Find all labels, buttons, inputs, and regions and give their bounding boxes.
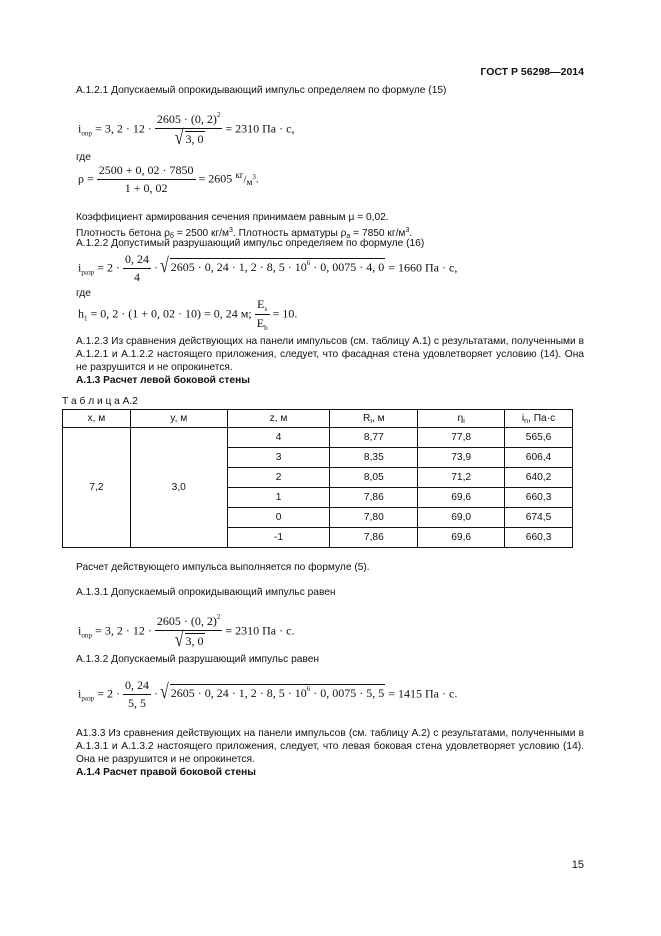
cell-x: 7,2 (63, 428, 131, 548)
cell-z: -1 (227, 528, 330, 548)
cell-z: 1 (227, 488, 330, 508)
table-a2 (62, 409, 573, 548)
formula-density: ρ = $\frac{2500 + 0, 02 \cdot 7850}{1 + 0, 02}$ = 2605 $^{кг}/_{м^3}$. (78, 163, 259, 195)
col-z-header: z, м (227, 410, 330, 428)
cell-eta: 69,0 (418, 508, 505, 528)
cell-r: 7,80 (330, 508, 418, 528)
where-label-2: где (76, 288, 91, 299)
cell-eta: 69,6 (418, 488, 505, 508)
col-eta-header: ηi (418, 410, 505, 428)
heading-a14: А.1.4 Расчет правой боковой стены (76, 767, 256, 778)
section-a121: А.1.2.1 Допускаемый опрокидывающий импульс определяем по формуле (15) (76, 85, 447, 96)
impulse-note: Расчет действующего импульса выполняется по формуле (5). (76, 562, 370, 573)
cell-i: 565,6 (505, 428, 573, 448)
section-a131: А.1.3.1 Допускаемый опрокидывающий импульс равен (76, 587, 336, 598)
cell-i: 660,3 (505, 528, 573, 548)
cell-eta: 77,8 (418, 428, 505, 448)
cell-z: 4 (227, 428, 330, 448)
cell-i: 606,4 (505, 448, 573, 468)
cell-r: 7,86 (330, 528, 418, 548)
col-x-header: x, м (63, 410, 131, 428)
formula-destruct-1: $i_{разр} = 2$ · $\frac{0, 24}{4}$ · √ 2605 · 0, 24 · 1, 2 · 8, $5 \cdot 10^6 \cdot 0$, 0075 · 4, 0 = 1660 Па · с, (78, 252, 458, 284)
cell-i: 660,3 (505, 488, 573, 508)
cell-r: 8,35 (330, 448, 418, 468)
col-y-header: y, м (130, 410, 227, 428)
where-label-1: где (76, 152, 91, 163)
cell-r: 7,86 (330, 488, 418, 508)
cell-i: 640,2 (505, 468, 573, 488)
reinforcement-line-2: Плотность бетона ρб = 2500 $кг/м^3$. Плотность арматуры ρа = 7850 $кг/м^3$. (76, 227, 413, 240)
cell-y: 3,0 (130, 428, 227, 548)
section-a123: А.1.2.3 Из сравнения действующих на панели импульсов (см. таблицу А.1) с результатами, полученными в А.1.2.1 и А.1.2.2 настоящего приложения, следует, что фасадная стена удовлетворяет условию (14). Она не разрушится и не опрокинется. (76, 336, 584, 373)
heading-a13: А.1.3 Расчет левой боковой стены (76, 375, 250, 386)
cell-eta: 71,2 (418, 468, 505, 488)
cell-eta: 69,6 (418, 528, 505, 548)
document-code: ГОСТ Р 56298—2014 (480, 66, 584, 78)
formula-destruct-2: $i_{разр} = 2$ · $\frac{0, 24}{5, 5}$ · √ 2605 · 0, 24 · 1, 2 · 8, $5 \cdot 10^6 \cdot 0$, 0075 · 5, 5 = 1415 Па · с. (78, 678, 458, 710)
col-i-header: in, Па·с (505, 410, 573, 428)
cell-z: 0 (227, 508, 330, 528)
table-row (63, 428, 573, 448)
reinforcement-line-1: Коэффициент армирования сечения принимаем равным μ = 0,02. (76, 212, 389, 223)
cell-eta: 73,9 (418, 448, 505, 468)
formula-overturn-2: $i_{опр} = 3$, 2 · 12 · $\frac{2605 \cdot (0, 2)^2}{√ 3, 0}$ = 2310 Па · с. (78, 613, 295, 652)
cell-z: 2 (227, 468, 330, 488)
formula-height: $h_1 = 0$, 2 · (1 + 0, 02 · 10) = 0, 24 м; $\frac{E_s}{E_b}$ = 10. (78, 297, 298, 332)
table-caption: Т а б л и ц а А.2 (62, 396, 138, 407)
section-a122: А.1.2.2 Допустимый разрушающий импульс определяем по формуле (16) (76, 238, 425, 249)
cell-z: 3 (227, 448, 330, 468)
cell-i: 674,5 (505, 508, 573, 528)
section-a132: А.1.3.2 Допускаемый разрушающий импульс равен (76, 654, 320, 665)
col-r-header: Ri, м (330, 410, 418, 428)
cell-r: 8,77 (330, 428, 418, 448)
section-a133: А1.3.3 Из сравнения действующих на панели импульсов (см. таблицу А.2) с результатами, полученными в А.1.3.1 и А.1.3.2 настоящего приложения, следует, что левая боковая стена удовлетворяет условию (14). Она не разрушится и не опрокинется. (76, 728, 584, 765)
page-number: 15 (571, 859, 584, 871)
formula-overturn-1: $i_{опр} = 3$, 2 · 12 · $\frac{2605 \cdot (0, 2)^2}{√ 3, 0}$ = 2310 Па · с, (78, 111, 295, 150)
cell-r: 8,05 (330, 468, 418, 488)
table-header-row (63, 410, 573, 428)
